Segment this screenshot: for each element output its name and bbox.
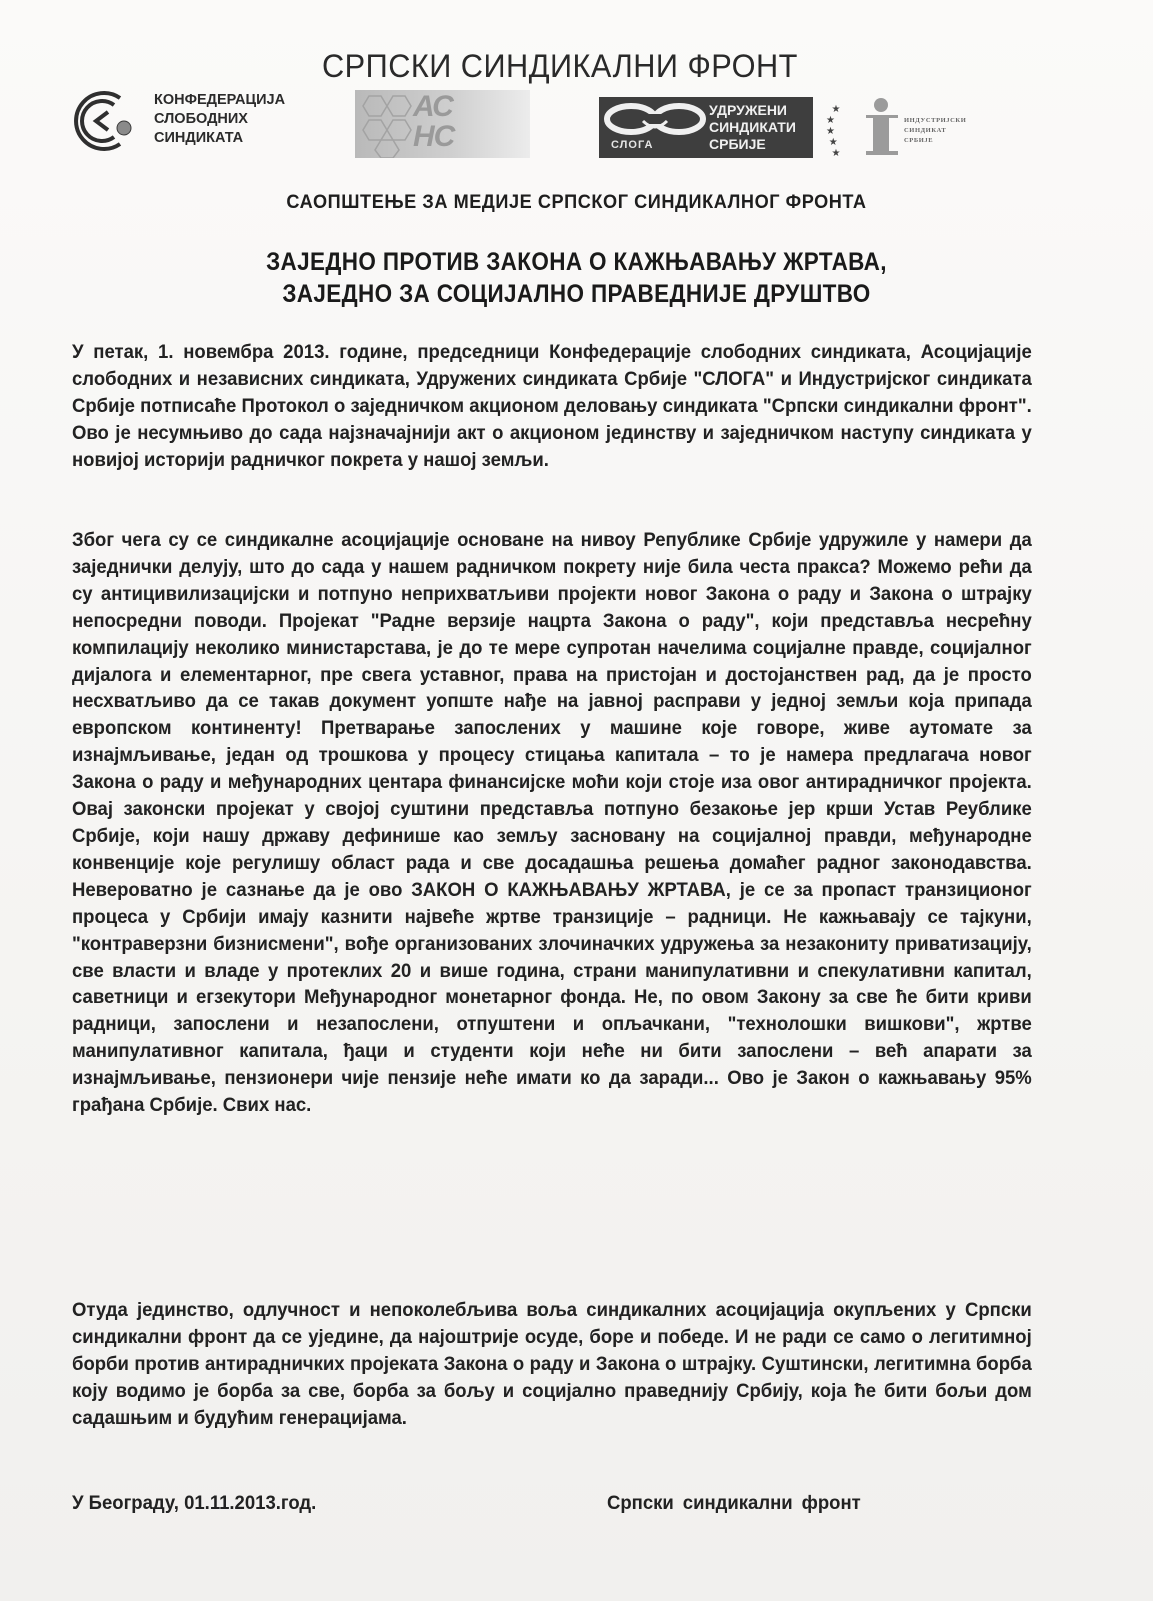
paragraph-text: У петак, 1. новембра 2013. године, председници Конфедерације слободних синдиката, Асоцијације слободних и независних синдиката, Удружених синдиката Србије "СЛОГА" и Индустријског синдиката Србије потписаће Протокол о заједничком акционом деловању синдиката "Српски синдикални фронт". Ово је несумњиво до сада најзначајнији акт о акционом јединству и заједничком наступу синдиката у новијој историји радничког покрета у нашој земљи. [72, 341, 1032, 471]
kss-logo-line: СЛОБОДНИХ [154, 111, 248, 127]
sloga-logo [599, 97, 813, 158]
kss-logo-line: КОНФЕДЕРАЦИЈА [154, 92, 286, 108]
body-paragraph [72, 1297, 1032, 1432]
headline-line: ЗАЈЕДНО ПРОТИВ ЗАКОНА О КАЖЊАВАЊУ ЖРТАВА, [266, 248, 887, 276]
headline [58, 246, 1096, 310]
asns-logo [355, 90, 530, 158]
iss-logo-line: СИНДИКАТ [904, 127, 947, 134]
sloga-logo-line: СРБИЈЕ [709, 136, 766, 152]
letterhead-title: СРПСКИ СИНДИКАЛНИ ФРОНТ [322, 48, 798, 84]
kss-logo-line: СИНДИКАТА [154, 130, 244, 146]
kss-emblem-icon [68, 88, 138, 154]
sloga-logo-line: УДРУЖЕНИ [709, 102, 787, 118]
honeycomb-icon [359, 90, 419, 158]
stars-icon: ★ ★ ★ ★ ★ [826, 104, 841, 159]
asns-logo-line: НС [413, 120, 455, 153]
place-and-date: У Београду, 01.11.2013.год. [72, 1492, 317, 1514]
iss-logo [826, 96, 996, 158]
sloga-logo-line: СИНДИКАТИ [709, 119, 796, 135]
press-release-subtitle: САОПШТЕЊЕ ЗА МЕДИЈЕ СРПСКОГ СИНДИКАЛНОГ ФРОНТА [286, 191, 867, 213]
paragraph-text: Отуда јединство, одлучност и непоколебљива воља синдикалних асоцијација окупљених у Српски синдикални фронт да се уједине, да најоштрије осуде, боре и победе. И не ради се само о легитимној борби против антирадничких пројеката Закона о раду и Закона о штрајку. Суштински, легитимна борба коју водимо је борба за све, борба за бољу и социјално праведнију Србију, која ће бити бољи дом садашњим и будућим генерацијама. [72, 1299, 1032, 1429]
iss-logo-line: ИНДУСТРИЈСКИ [904, 117, 967, 124]
headline-line: ЗАЈЕДНО ЗА СОЦИЈАЛНО ПРАВЕДНИЈЕ ДРУШТВО [282, 280, 871, 308]
kss-logo [68, 88, 308, 154]
asns-logo-line: АС [413, 90, 453, 123]
signature: Српски синдикални фронт [607, 1492, 861, 1514]
iss-logo-line: СРБИЈЕ [904, 137, 934, 144]
chain-link-icon [603, 101, 707, 141]
paragraph-text: Због чега су се синдикалне асоцијације основане на нивоу Републике Србије удружиле у намери да заједнички делују, што до сада у нашем радничком покрету није била честа пракса? Можемо рећи да су антицивилизацијски и потпуно неприхватљиви пројекти новог Закона о раду и Закона о штрајку непосредни поводи. Пројекат "Радне верзије нацрта Закона о раду", који представља несрећну компилацију неколико министарстава, је до те мере супротан начелима социјалне правде, социјалног дијалога и елементарног, пре свега уставног, права на пристојан и достојанствен рад, да је просто несхватљиво да се такав документ уопште нађе на јавној расправи у једној земљи која припада европском континенту! Претварање запослених у машине које говоре, живе аутомате за изнајмљивање, један од трошкова у процесу стицања капитала – то је намера предлагача новог Закона о раду и међународних центара финансијске моћи који стоје иза овог антирадничког пројекта. Овај законски пројекат у својој суштини представља потпуно безакоње јер крши Устав Реублике Србије, који нашу државу дефинише као земљу засновану на социјалној правди, међународне конвенције које регулишу област рада и све досадашња решења домаћег радног законодавства. Невероватно је сазнање да је ово ЗАКОН О КАЖЊАВАЊУ ЖРТАВА, је се за пропаст транзиционог процеса у Србији имају казнити највеће жртве транзиције – радници. Не кажњавају се тајкуни, "контраверзни бизнисмени", вође организованих злочиначких удружења за незакониту приватизацију, све власти и владе у протеклих 20 и више година, страни манипулативни и спекулативни капитал, саветници и егзекутори Међународног монетарног фонда. Не, по овом Закону за све ће бити криви радници, запослени и незапослени, отпуштени и опљачкани, "технолошки вишкови", жртве манипулативног капитала, ђаци и студенти који неће ни бити запослени – већ апарати за изнајмљивање, пензионери чије пензије неће имати ко да заради... Ово је Закон о кажњавању 95% грађана Србије. Свих нас. [72, 529, 1032, 1117]
body-paragraph [72, 339, 1032, 474]
letter-i-icon [874, 98, 888, 112]
body-paragraph [72, 527, 1032, 1119]
sloga-emblem-word: СЛОГА [611, 139, 654, 151]
